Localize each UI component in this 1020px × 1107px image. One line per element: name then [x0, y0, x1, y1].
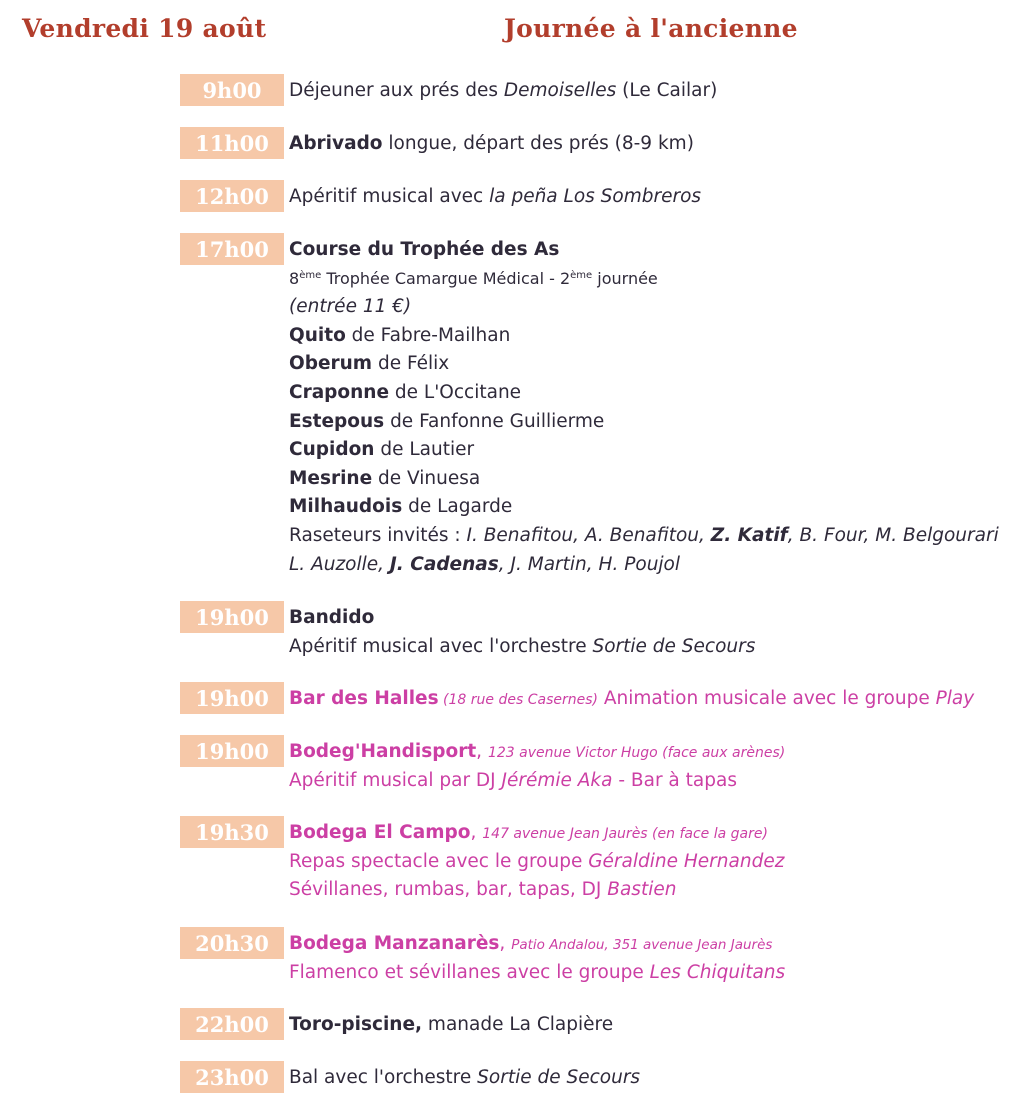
entry-text: [289, 819, 784, 905]
bull-name: Cupidon: [289, 439, 375, 461]
entry-text-part: la peña Los Sombreros: [489, 186, 702, 207]
entry-text-part: (Le Cailar): [616, 80, 718, 101]
time-badge: 20h30: [180, 927, 284, 959]
bull-manade: de Lagarde: [402, 496, 513, 518]
venue-address: (18 rue des Casernes): [438, 692, 598, 708]
entry-text-part: ,: [470, 822, 483, 843]
time-badge: 17h00: [180, 233, 284, 265]
entry-text: [289, 738, 785, 795]
time-badge: 19h00: [180, 682, 284, 714]
venue-address: 123 avenue Victor Hugo (face aux arènes): [487, 745, 786, 761]
entry-text-part: - Bar à tapas: [612, 769, 737, 791]
venue-name: Bodega Manzanarès: [289, 933, 500, 954]
venue-name: Bodega El Campo: [289, 822, 471, 843]
superscript: ème: [299, 269, 322, 281]
entry-text-part: Apéritif musical avec: [289, 186, 490, 207]
time-badge: 22h00: [180, 1008, 284, 1040]
venue-name: Bar des Halles: [289, 688, 439, 709]
entry-text: [289, 1011, 613, 1040]
entry-text: [289, 130, 694, 159]
venue-address: Patio Andalou, 351 avenue Jean Jaurès: [511, 937, 773, 953]
raseteurs-list: , B. Four, M. Belgourari: [787, 524, 999, 546]
bull-manade: de Vinuesa: [372, 467, 481, 489]
entry-text-part: Repas spectacle avec le groupe: [289, 850, 589, 872]
entry-text-part: Déjeuner aux prés des: [289, 80, 504, 101]
entry-text-part: Jérémie Aka: [501, 769, 613, 791]
entry-text-part: manade La Clapière: [422, 1014, 614, 1035]
time-badge: 23h00: [180, 1061, 284, 1093]
raseteurs-list: I. Benafitou, A. Benafitou,: [466, 524, 711, 546]
entry-text-part: Les Chiquitans: [649, 961, 786, 983]
entry-text-part: ,: [499, 933, 512, 954]
raseteurs-label: Raseteurs invités :: [289, 524, 467, 546]
price-note: (entrée 11 €): [289, 296, 412, 318]
entry-text-part: 8: [289, 268, 300, 288]
raseteurs-list: L. Auzolle,: [289, 553, 390, 575]
entry-text-part: Bal avec l'orchestre: [289, 1067, 478, 1088]
entry-text-part: Trophée Camargue Médical - 2: [321, 268, 571, 288]
entry-text-part: Animation musicale avec le groupe: [597, 688, 936, 709]
time-badge: 19h00: [180, 735, 284, 767]
bull-name: Estepous: [289, 410, 385, 432]
event-title: Abrivado: [289, 133, 383, 154]
entry-text-part: Sortie de Secours: [592, 635, 756, 657]
raseteur-star: J. Cadenas: [389, 553, 499, 575]
time-badge: 19h00: [180, 601, 284, 633]
entry-text-part: Flamenco et sévillanes avec le groupe: [289, 961, 650, 983]
event-title: Bandido: [289, 607, 375, 628]
entry-text-part: Apéritif musical par DJ: [289, 769, 502, 791]
venue-name: Bodeg'Handisport: [289, 741, 477, 762]
entry-text-part: ,: [476, 741, 488, 762]
entry-text: [289, 685, 974, 714]
entry-text-part: Bastien: [607, 879, 677, 901]
venue-address: 147 avenue Jean Jaurès (en face la gare): [482, 826, 768, 842]
superscript: ème: [570, 269, 593, 281]
entry-text: [289, 183, 701, 212]
entry-text-part: Play: [935, 688, 975, 709]
raseteur-star: Z. Katif: [710, 524, 788, 546]
entry-text-part: longue, départ des prés (8-9 km): [382, 133, 694, 154]
entry-text: [289, 1064, 640, 1093]
bull-manade: de Félix: [372, 353, 450, 375]
bull-name: Milhaudois: [289, 496, 403, 518]
date-heading: Vendredi 19 août: [22, 14, 267, 43]
bull-manade: de L'Occitane: [389, 381, 522, 403]
bull-manade: de Fanfonne Guillierme: [384, 410, 605, 432]
entry-text-part: journée: [592, 268, 658, 288]
time-badge: 9h00: [180, 74, 284, 106]
time-badge: 12h00: [180, 180, 284, 212]
bull-name: Mesrine: [289, 467, 373, 489]
bull-name: Craponne: [289, 381, 390, 403]
entry-text: [289, 236, 999, 579]
entry-text: [289, 604, 755, 661]
entry-text-part: Demoiselles: [503, 80, 617, 101]
raseteurs-list: , J. Martin, H. Poujol: [498, 553, 681, 575]
time-badge: 11h00: [180, 127, 284, 159]
event-title: Course du Trophée des As: [289, 239, 560, 260]
theme-heading: Journée à l'ancienne: [504, 14, 798, 43]
entry-text: [289, 77, 717, 106]
bull-name: Quito: [289, 324, 346, 346]
entry-text-part: Apéritif musical avec l'orchestre: [289, 635, 593, 657]
entry-text-part: Géraldine Hernandez: [588, 850, 785, 872]
bull-manade: de Lautier: [374, 439, 475, 461]
bull-manade: de Fabre-Mailhan: [345, 324, 511, 346]
entry-text-part: Sortie de Secours: [477, 1067, 641, 1088]
entry-text: [289, 930, 785, 987]
event-title: Toro-piscine,: [289, 1014, 423, 1035]
entry-text-part: Sévillanes, rumbas, bar, tapas, DJ: [289, 879, 608, 901]
bull-name: Oberum: [289, 353, 373, 375]
time-badge: 19h30: [180, 816, 284, 848]
